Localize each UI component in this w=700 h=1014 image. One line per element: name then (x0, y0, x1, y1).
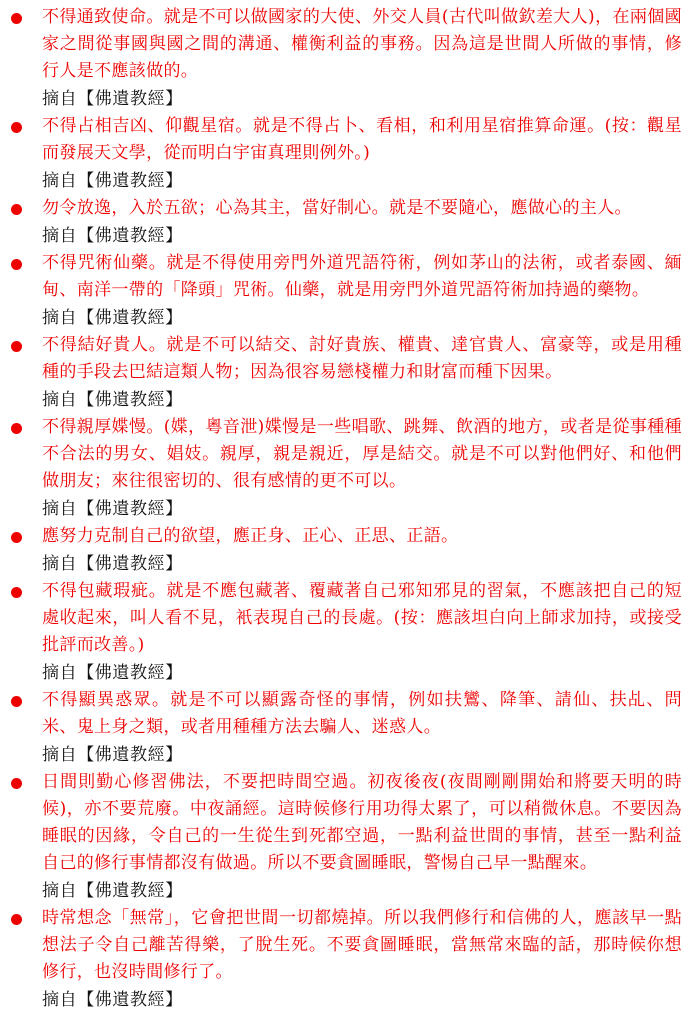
bullet-icon (11, 532, 22, 543)
source-citation: 摘自【佛遺教經】 (42, 499, 183, 519)
source-citation: 摘自【佛遺教經】 (42, 554, 183, 574)
source-citation: 摘自【佛遺教經】 (42, 663, 183, 683)
list-item (8, 769, 682, 905)
entry-text: 不得通致使命。就是不可以做國家的大使、外交人員(古代叫做欽差大人)，在兩個國家之間從事國與國之間的溝通、權衡利益的事務。因為這是世間人所做的事情，修行人是不應該做的。 (42, 7, 682, 81)
source-citation: 摘自【佛遺教經】 (42, 171, 183, 191)
source-citation: 摘自【佛遺教經】 (42, 308, 183, 328)
list-item (8, 687, 682, 769)
source-citation: 摘自【佛遺教經】 (42, 881, 183, 901)
source-citation: 摘自【佛遺教經】 (42, 226, 183, 246)
bullet-icon (11, 587, 22, 598)
entry-text: 不得顯異惑眾。就是不可以顯露奇怪的事情，例如扶鸞、降筆、請仙、扶乩、問米、鬼上身之類，或者用種種方法去騙人、迷惑人。 (42, 690, 682, 737)
bullet-icon (11, 13, 22, 24)
bullet-icon (11, 778, 22, 789)
source-citation: 摘自【佛遺教經】 (42, 745, 183, 765)
entry-text: 時常想念「無常」，它會把世間一切都燒掉。所以我們修行和信佛的人，應該早一點想法子令自己離苦得樂，了脫生死。不要貪圖睡眠，當無常來臨的話，那時候你想修行，也沒時間修行了。 (42, 908, 682, 982)
bullet-icon (11, 259, 22, 270)
list-item (8, 578, 682, 687)
entry-text: 不得占相吉凶、仰觀星宿。就是不得占卜、看相，和利用星宿推算命運。(按：觀星而發展天文學，從而明白宇宙真理則例外。) (42, 116, 682, 163)
bullet-icon (11, 204, 22, 215)
entry-text: 不得親厚媟慢。(媟，粵音泄)媟慢是一些唱歌、跳舞、飲酒的地方，或者是從事種種不合法的男女、娼妓。親厚，親是親近，厚是結交。就是不可以對他們好、和他們做朋友；來往很密切的、很有感情的更不可以。 (42, 417, 682, 491)
entry-text: 應努力克制自己的欲望，應正身、正心、正思、正語。 (42, 526, 459, 546)
source-citation: 摘自【佛遺教經】 (42, 990, 183, 1010)
source-citation: 摘自【佛遺教經】 (42, 390, 183, 410)
bullet-icon (11, 341, 22, 352)
list-item (8, 332, 682, 414)
list-item (8, 414, 682, 523)
entry-text: 日間則勤心修習佛法，不要把時間空過。初夜後夜(夜間剛剛開始和將要天明的時候)，亦不要荒廢。中夜誦經。這時候修行用功得太累了，可以稍微休息。不要因為睡眠的因緣，令自己的一生從生到死都空過，一點利益世間的事情，甚至一點利益自己的修行事情都沒有做過。所以不要貪圖睡眠，警惕自己早一點醒來。 (42, 772, 682, 873)
list-item (8, 4, 682, 113)
entry-text: 勿令放逸，入於五欲；心為其主，當好制心。就是不要隨心，應做心的主人。 (42, 198, 632, 218)
list-item (8, 905, 682, 1014)
list-item (8, 195, 682, 250)
entry-text: 不得咒術仙藥。就是不得使用旁門外道咒語符術，例如茅山的法術，或者泰國、緬甸、南洋一帶的「降頭」咒術。仙藥，就是用旁門外道咒語符術加持過的藥物。 (42, 253, 682, 300)
bullet-icon (11, 696, 22, 707)
list-item (8, 250, 682, 332)
bullet-icon (11, 914, 22, 925)
source-citation: 摘自【佛遺教經】 (42, 89, 183, 109)
list-item (8, 113, 682, 195)
entry-text: 不得結好貴人。就是不可以結交、討好貴族、權貴、達官貴人、富豪等，或是用種種的手段去巴結這類人物；因為很容易戀棧權力和財富而種下因果。 (42, 335, 682, 382)
entry-text: 不得包藏瑕疵。就是不應包藏著、覆藏著自己邪知邪見的習氣，不應該把自己的短處收起來，叫人看不見，衹表現自己的長處。(按：應該坦白向上師求加持，或接受批評而改善。) (42, 581, 682, 655)
bullet-icon (11, 122, 22, 133)
list-item (8, 523, 682, 578)
bullet-icon (11, 423, 22, 434)
